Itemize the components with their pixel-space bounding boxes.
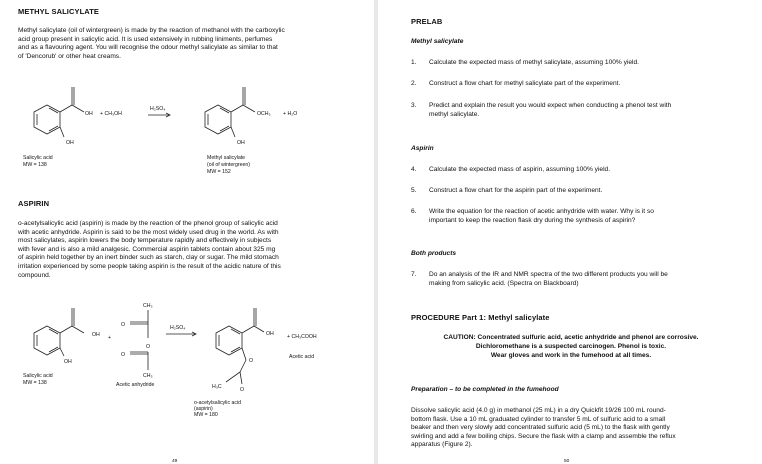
methyl-salicylate-title: METHYL SALICYLATE: [18, 7, 100, 16]
scheme1-oh-label: OH: [85, 111, 93, 117]
scheme2-ester-o: O: [249, 358, 254, 364]
page-number-right: 50: [564, 459, 570, 464]
section-aspirin: Aspirin: [411, 145, 434, 152]
scheme2-o-top: O: [121, 322, 126, 328]
question-number: 5.: [411, 187, 417, 194]
question-number: 4.: [411, 166, 417, 173]
question-number: 2.: [411, 80, 417, 87]
scheme2-reactant-mw: MW = 138: [23, 380, 47, 386]
aspirin-text: [18, 220, 363, 280]
scheme2-plus: +: [108, 335, 112, 341]
procedure-line: apparatus (Figure 2).: [411, 441, 473, 449]
scheme2-reactant-name: Salicylic acid: [23, 373, 53, 379]
aspirin-title: ASPIRIN: [18, 199, 50, 208]
methyl-salicylate-intro: [18, 27, 363, 61]
question-2: Construct a flow chart for methyl salicylate part of the experiment.: [429, 80, 621, 87]
benzene-ring: [34, 105, 60, 134]
scheme1-product-mw: MW = 152: [207, 169, 231, 175]
scheme2-reagent: H₂SO₄: [170, 325, 186, 331]
question-number: 3.: [411, 102, 417, 109]
scheme1-water: + H₂O: [283, 111, 298, 117]
scheme2-product-mw: MW = 180: [194, 412, 218, 418]
benzene-ring: [34, 326, 60, 355]
question-7: [429, 271, 749, 288]
scheme1-product-name: Methyl salicylate: [207, 155, 246, 161]
question-3-line: Predict and explain the result you would expect when conducting a phenol test with: [429, 102, 672, 109]
caution-line: Dichloromethane is a suspected carcinogen. Phenol is toxic.: [475, 342, 667, 350]
question-7-line: Do an analysis of the IR and NMR spectra of the two different products you will be: [429, 271, 668, 278]
scheme1-reagent: H₂SO₄: [150, 106, 166, 112]
question-6-line: important to keep the reaction flask dry during the synthesis of aspirin?: [429, 216, 636, 224]
question-6-line: Write the equation for the reaction of acetic anhydride with water. Why is it so: [429, 208, 654, 215]
question-number: 6.: [411, 208, 417, 215]
scheme2-o-bottom: O: [121, 352, 126, 358]
question-6: [429, 208, 749, 225]
question-number: 7.: [411, 271, 417, 278]
scheme2-ester-o2: O: [240, 387, 245, 393]
scheme2-h3c: H₃C: [212, 384, 222, 390]
page-number-left: 49: [172, 459, 178, 464]
scheme1-product-sub: (oil of wintergreen): [207, 162, 250, 168]
scheme2-oh2-label: OH: [64, 359, 72, 365]
procedure-line: beaker and then very slowly add concentrated sulfuric acid (5 mL) to the flask with gently: [411, 424, 670, 432]
aspirin-line: o-acetylsalicylic acid (aspirin) is made by the reaction of the phenol group of salicylic acid: [18, 220, 278, 227]
caution-line: CAUTION: Concentrated sulfuric acid, acetic anhydride and phenol are corrosive.: [443, 334, 699, 341]
scheme2-ch3-bottom: CH₃: [143, 373, 153, 379]
aspirin-line: compound.: [18, 271, 51, 279]
question-3: [429, 102, 749, 119]
scheme1-reactant-mw: MW = 138: [23, 162, 47, 168]
scheme2-product-name: o-acetylsalicylic acid: [194, 400, 241, 406]
left-page: [0, 0, 374, 464]
procedure-line: swirling and add a few boiling chips. Secure the flask with a clamp and assemble the reflux: [411, 432, 676, 440]
scheme1-reactant-name: Salicylic acid: [23, 155, 53, 161]
section-both-products: Both products: [411, 250, 457, 257]
question-7-line: making from salicylic acid. (Spectra on Blackboard): [429, 279, 579, 287]
intro-line: acid group present in salicylic acid. It is used extensively in rubbing liniments, perfumes: [18, 35, 273, 43]
scheme2-ch3-top: CH₃: [143, 303, 153, 309]
procedure-line: bottom flask. Use a 10 mL graduated cylinder to transfer 5 mL of sulfuric acid to a small: [411, 415, 666, 423]
right-page: [378, 0, 762, 464]
scheme2-product-oh: OH: [266, 331, 274, 337]
scheme2-acetic-acid: + CH₃COOH: [287, 334, 317, 340]
question-1: Calculate the expected mass of methyl salicylate, assuming 100% yield.: [429, 59, 640, 66]
caution-line: Wear gloves and work in the fumehood at all times.: [490, 351, 652, 359]
scheme2-acetic-label: Acetic acid: [289, 354, 315, 360]
scheme1-och3-label: OCH₃: [257, 111, 271, 117]
scheme2-oh-label: OH: [92, 332, 100, 338]
scheme2-o-bridge: O: [146, 344, 151, 350]
scheme2-product-sub: (aspirin): [194, 406, 213, 412]
aspirin-reaction-scheme: [0, 296, 374, 464]
intro-line: Methyl salicylate (oil of wintergreen) is made by the reaction of methanol with the carboxylic: [18, 27, 285, 34]
procedure-title: PROCEDURE Part 1: Methyl salicylate: [411, 313, 550, 322]
benzene-ring: [205, 105, 231, 134]
aspirin-line: of aspirin held together by an inert binder such as starch, clay or sugar. The mild stomach: [18, 254, 279, 262]
aspirin-line: with acetic anhydride. Aspirin is said to be the most widely used drug in the world. As with: [18, 228, 279, 236]
scheme1-oh2-label: OH: [66, 140, 74, 146]
question-number: 1.: [411, 59, 417, 66]
methyl-salicylate-reaction-scheme: [0, 75, 374, 185]
scheme1-product-oh-label: OH: [237, 140, 245, 146]
scheme1-methanol: + CH₃OH: [100, 111, 122, 117]
section-methyl-salicylate: Methyl salicylate: [411, 38, 464, 45]
procedure-text: [411, 407, 756, 450]
scheme2-anhydride-name: Acetic anhydride: [116, 382, 155, 388]
question-5: Construct a flow chart for the aspirin part of the experiment.: [429, 187, 603, 194]
prelab-title: PRELAB: [411, 17, 443, 26]
caution-box: [406, 334, 736, 360]
question-3-line: methyl salicylate.: [429, 110, 480, 118]
question-4: Calculate the expected mass of aspirin, assuming 100% yield.: [429, 166, 611, 173]
benzene-ring: [216, 326, 242, 355]
procedure-line: Dissolve salicylic acid (4.0 g) in methanol (25 mL) in a dry Quickfit 19/26 100 mL round-: [411, 407, 666, 414]
intro-line: of 'Dencorub' or other heat creams.: [18, 52, 121, 60]
intro-line: and as a flavouring agent. You will recognise the odour methyl salicylate as similar to that: [18, 44, 278, 52]
aspirin-line: with fever and is also a mild analgesic. Commercial aspirin tablets contain about 325 mg: [18, 245, 276, 253]
preparation-heading: Preparation – to be completed in the fumehood: [411, 386, 559, 393]
aspirin-line: most salicylates, aspirin lowers the body temperature rapidly and effectively in subjects: [18, 237, 272, 245]
aspirin-line: irritation experienced by some people taking aspirin is the result of the acidic nature of this: [18, 262, 281, 270]
